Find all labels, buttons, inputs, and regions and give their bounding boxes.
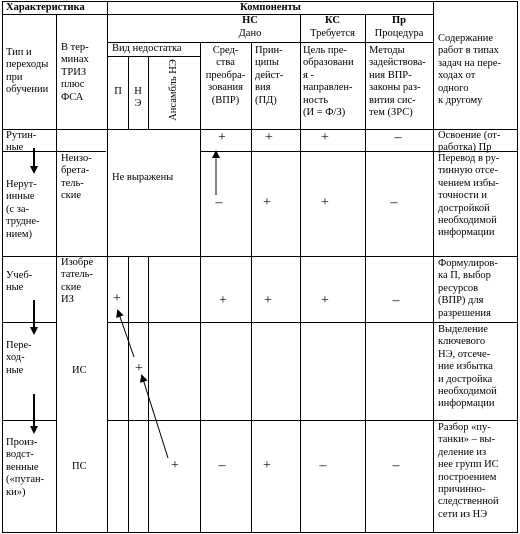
row-transitional-triz: ИС xyxy=(72,365,87,376)
header-ns-title: НС xyxy=(242,15,258,26)
row-production-vpr: – xyxy=(218,458,226,473)
row-transitional-ne: + xyxy=(135,361,143,376)
not-expressed: Не выражены xyxy=(112,172,174,183)
row-production-content: Разбор «пу- танки» – вы- деление из нее групп ИС построением причинно- следственной сети из НЭ xyxy=(438,422,499,520)
header-content: Содержание работ в типах задач на пере- ходах от одного к другому xyxy=(438,33,501,107)
row-nonroutine-content: Перевод в ру- тинную отсе- чением избы- точности и достройкой необходимой информации xyxy=(438,153,500,239)
header-col-pd: Прин- ципы дейст- вия (ПД) xyxy=(255,45,284,106)
row-production-proc: – xyxy=(392,458,400,473)
header-sub-p: П xyxy=(114,86,122,97)
row-learning-goal: + xyxy=(321,293,329,308)
row-transitional-content: Выделение ключевого НЭ, отсече- ние избытка и достройка необходимой информации xyxy=(438,324,497,410)
row-production-type: Произ- водст- венные («путан- ки») xyxy=(6,437,45,498)
header-ks-title: КС xyxy=(325,15,340,26)
row-learning-type: Учеб- ные xyxy=(6,270,33,294)
row-nonroutine-proc: – xyxy=(390,195,398,210)
header-type: Тип и переходы при обучении xyxy=(6,47,49,96)
row-production-goal: – xyxy=(319,458,327,473)
arrow-diagonal-icon xyxy=(118,311,134,357)
header-triz: В тер- минах ТРИЗ плюс ФСА xyxy=(61,42,89,103)
header-components: Компоненты xyxy=(240,2,301,13)
row-learning-p: + xyxy=(113,291,121,306)
row-learning-pd: + xyxy=(264,293,272,308)
row-nonroutine-type: Нерут- инные (с за- трудне- нием) xyxy=(6,179,40,240)
row-production-pd: + xyxy=(263,458,271,473)
row-routine-vpr: + xyxy=(218,130,226,145)
row-learning-content: Формулиров- ка П, выбор ресурсов (ВПР) для разрешения xyxy=(438,258,498,319)
header-ks-sub: Требуется xyxy=(310,28,355,39)
header-pr-title: Пр xyxy=(391,15,406,26)
header-pr-sub: Процедура xyxy=(374,28,424,39)
row-routine-pd: + xyxy=(265,130,273,145)
row-transitional-type: Пере- ход- ные xyxy=(6,340,32,376)
arrow-diagonal-icon xyxy=(142,376,168,458)
row-nonroutine-goal: + xyxy=(321,195,329,210)
row-nonroutine-vpr: – xyxy=(215,195,223,210)
header-col-vpr: Сред- ства преобра- зования (ВПР) xyxy=(205,45,246,106)
header-sub-ansambl: Ансамбль НЭ xyxy=(168,59,179,121)
header-ns-sub: Дано xyxy=(238,28,262,39)
header-col-goal: Цель пре- образовани я - направлен- ность (И = Ф/З) xyxy=(303,45,354,119)
row-learning-proc: – xyxy=(392,293,400,308)
row-production-ans: + xyxy=(171,458,179,473)
row-routine-content: Освоение (от- работка) Пр xyxy=(438,130,501,154)
header-characteristics: Характеристика xyxy=(6,2,85,13)
row-routine-goal: + xyxy=(321,130,329,145)
row-routine-type: Рутин- ные xyxy=(6,130,37,154)
header-deficit-kind: Вид недостатка xyxy=(112,43,182,54)
header-sub-ne: Н Э xyxy=(134,86,142,110)
triz-inventive: Изобре татель- ские ИЗ xyxy=(61,257,94,306)
row-production-triz: ПС xyxy=(72,461,87,472)
row-routine-proc: – xyxy=(394,130,402,145)
triz-non-inventive: Неизо- брета- тель- ские xyxy=(61,153,92,202)
row-learning-vpr: + xyxy=(219,293,227,308)
row-nonroutine-pd: + xyxy=(263,195,271,210)
header-col-methods: Методы задействова- ния ВПР- законы раз- вития сис- тем (ЗРС) xyxy=(369,45,426,119)
